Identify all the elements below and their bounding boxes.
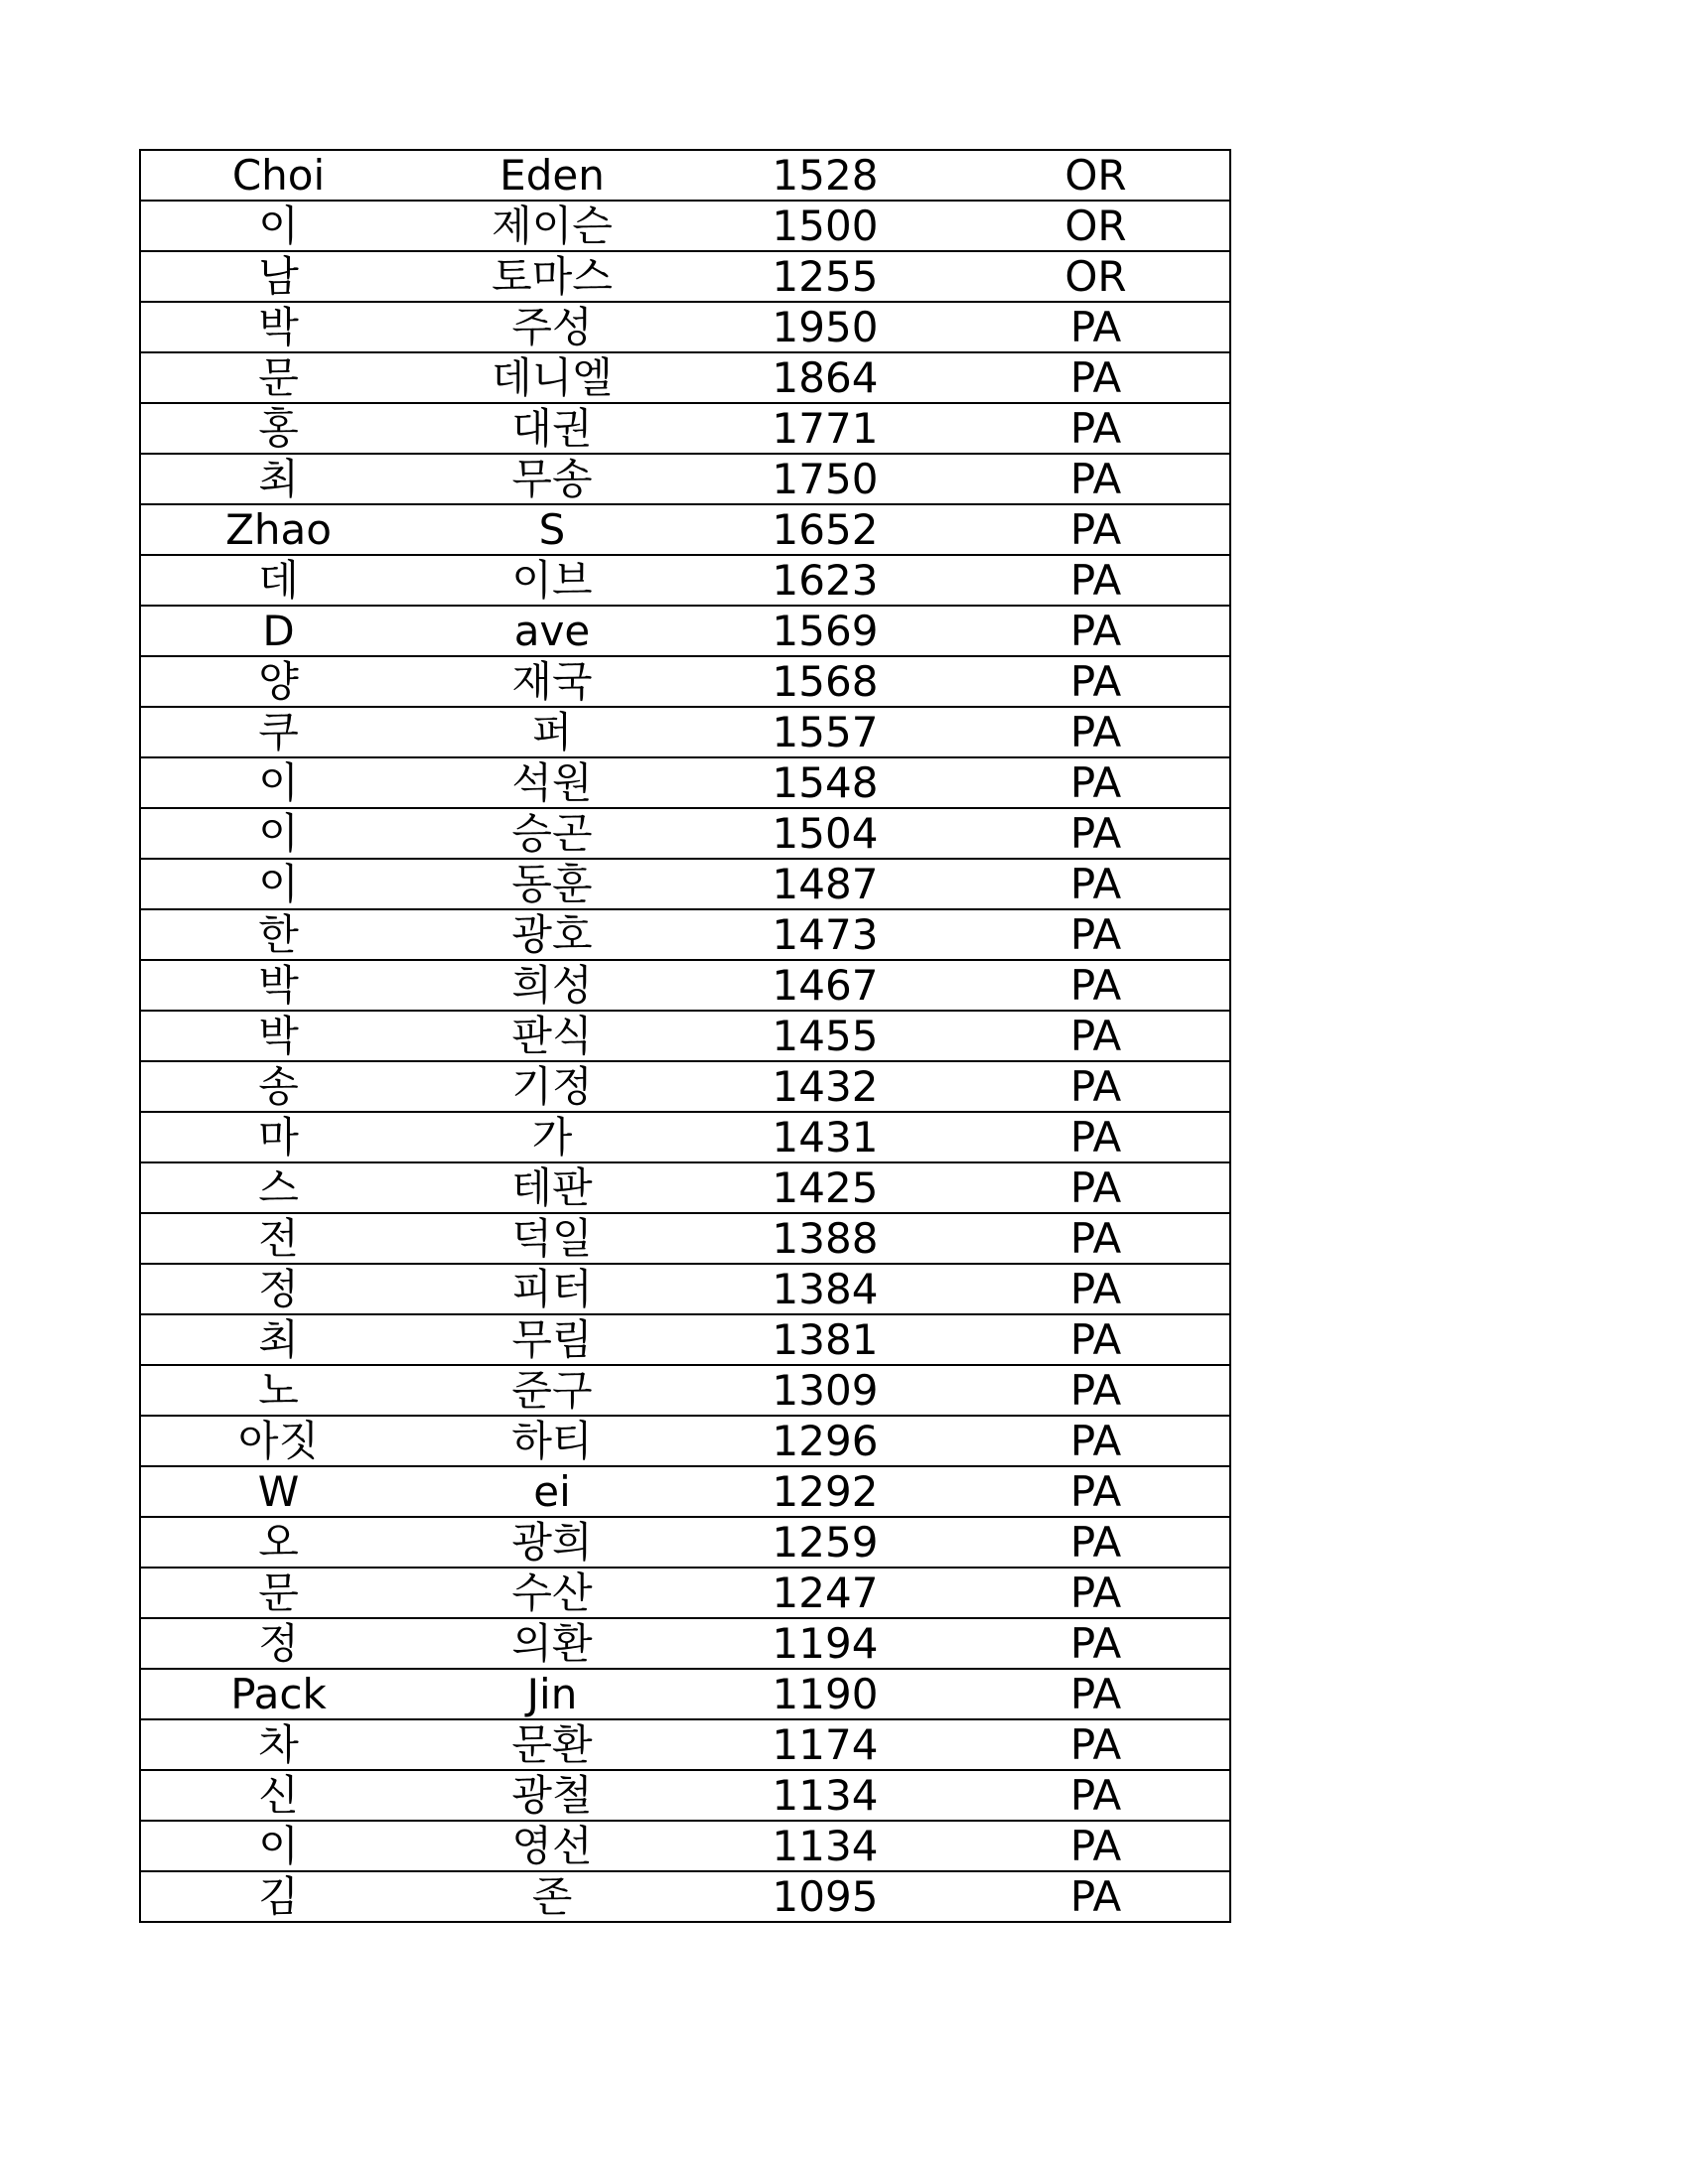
last-name-cell: 김 (140, 1871, 416, 1922)
rating-cell: 1950 (688, 302, 962, 352)
first-name-cell: 피터 (416, 1264, 688, 1314)
first-name-cell: 무송 (416, 454, 688, 504)
roster-table (139, 149, 1231, 1923)
state-cell: OR (962, 150, 1230, 201)
last-name-cell: Zhao (140, 504, 416, 555)
last-name-cell: 스 (140, 1162, 416, 1213)
first-name-cell: 동훈 (416, 859, 688, 909)
table-row (140, 1061, 1230, 1112)
state-cell: PA (962, 1821, 1230, 1871)
state-cell: PA (962, 859, 1230, 909)
rating-cell: 1255 (688, 251, 962, 302)
table-row (140, 1213, 1230, 1264)
rating-cell: 1194 (688, 1618, 962, 1669)
table-row (140, 1517, 1230, 1568)
table-row (140, 1770, 1230, 1821)
first-name-cell: 이브 (416, 555, 688, 606)
rating-cell: 1623 (688, 555, 962, 606)
state-cell: PA (962, 1365, 1230, 1416)
state-cell: PA (962, 707, 1230, 757)
first-name-cell: 제이슨 (416, 201, 688, 251)
first-name-cell: 대권 (416, 403, 688, 454)
rating-cell: 1384 (688, 1264, 962, 1314)
rating-cell: 1309 (688, 1365, 962, 1416)
last-name-cell: 아짓 (140, 1416, 416, 1466)
roster-table-body (140, 150, 1230, 1922)
first-name-cell: 테판 (416, 1162, 688, 1213)
first-name-cell: 하티 (416, 1416, 688, 1466)
last-name-cell: Choi (140, 150, 416, 201)
last-name-cell: 이 (140, 859, 416, 909)
last-name-cell: 박 (140, 1011, 416, 1061)
table-row (140, 555, 1230, 606)
first-name-cell: 광희 (416, 1517, 688, 1568)
last-name-cell: 문 (140, 352, 416, 403)
first-name-cell: 수산 (416, 1568, 688, 1618)
table-row (140, 1669, 1230, 1719)
state-cell: PA (962, 656, 1230, 707)
first-name-cell: 주성 (416, 302, 688, 352)
first-name-cell: 퍼 (416, 707, 688, 757)
last-name-cell: Pack (140, 1669, 416, 1719)
state-cell: PA (962, 1669, 1230, 1719)
rating-cell: 1569 (688, 606, 962, 656)
rating-cell: 1504 (688, 808, 962, 859)
rating-cell: 1432 (688, 1061, 962, 1112)
state-cell: PA (962, 1314, 1230, 1365)
last-name-cell: 이 (140, 757, 416, 808)
first-name-cell: 희성 (416, 960, 688, 1011)
table-row (140, 1162, 1230, 1213)
rating-cell: 1292 (688, 1466, 962, 1517)
state-cell: PA (962, 1061, 1230, 1112)
rating-cell: 1381 (688, 1314, 962, 1365)
last-name-cell: 정 (140, 1264, 416, 1314)
table-row (140, 909, 1230, 960)
last-name-cell: D (140, 606, 416, 656)
first-name-cell: S (416, 504, 688, 555)
first-name-cell: 문환 (416, 1719, 688, 1770)
first-name-cell: 덕일 (416, 1213, 688, 1264)
state-cell: PA (962, 352, 1230, 403)
table-row (140, 656, 1230, 707)
last-name-cell: 이 (140, 808, 416, 859)
first-name-cell: 영선 (416, 1821, 688, 1871)
table-row (140, 150, 1230, 201)
first-name-cell: 광호 (416, 909, 688, 960)
last-name-cell: 노 (140, 1365, 416, 1416)
table-row (140, 201, 1230, 251)
last-name-cell: 양 (140, 656, 416, 707)
rating-cell: 1568 (688, 656, 962, 707)
first-name-cell: ave (416, 606, 688, 656)
state-cell: PA (962, 555, 1230, 606)
last-name-cell: 한 (140, 909, 416, 960)
state-cell: PA (962, 1517, 1230, 1568)
first-name-cell: 존 (416, 1871, 688, 1922)
table-row (140, 504, 1230, 555)
table-row (140, 1365, 1230, 1416)
rating-cell: 1095 (688, 1871, 962, 1922)
last-name-cell: 송 (140, 1061, 416, 1112)
last-name-cell: 이 (140, 1821, 416, 1871)
first-name-cell: 데니엘 (416, 352, 688, 403)
table-row (140, 1466, 1230, 1517)
first-name-cell: 석원 (416, 757, 688, 808)
rating-cell: 1431 (688, 1112, 962, 1162)
last-name-cell: 홍 (140, 403, 416, 454)
state-cell: PA (962, 1162, 1230, 1213)
rating-cell: 1388 (688, 1213, 962, 1264)
state-cell: PA (962, 909, 1230, 960)
last-name-cell: 정 (140, 1618, 416, 1669)
roster-sheet (139, 149, 1229, 1923)
rating-cell: 1455 (688, 1011, 962, 1061)
table-row (140, 1314, 1230, 1365)
first-name-cell: 기정 (416, 1061, 688, 1112)
state-cell: PA (962, 1213, 1230, 1264)
state-cell: PA (962, 1618, 1230, 1669)
rating-cell: 1652 (688, 504, 962, 555)
state-cell: PA (962, 454, 1230, 504)
last-name-cell: 남 (140, 251, 416, 302)
first-name-cell: 의환 (416, 1618, 688, 1669)
table-row (140, 859, 1230, 909)
rating-cell: 1528 (688, 150, 962, 201)
rating-cell: 1500 (688, 201, 962, 251)
state-cell: PA (962, 1264, 1230, 1314)
state-cell: PA (962, 504, 1230, 555)
rating-cell: 1296 (688, 1416, 962, 1466)
table-row (140, 403, 1230, 454)
table-row (140, 1871, 1230, 1922)
rating-cell: 1425 (688, 1162, 962, 1213)
last-name-cell: 데 (140, 555, 416, 606)
table-row (140, 960, 1230, 1011)
first-name-cell: 판식 (416, 1011, 688, 1061)
rating-cell: 1473 (688, 909, 962, 960)
state-cell: PA (962, 1011, 1230, 1061)
last-name-cell: W (140, 1466, 416, 1517)
rating-cell: 1487 (688, 859, 962, 909)
last-name-cell: 최 (140, 454, 416, 504)
first-name-cell: 무림 (416, 1314, 688, 1365)
table-row (140, 454, 1230, 504)
rating-cell: 1190 (688, 1669, 962, 1719)
table-row (140, 352, 1230, 403)
last-name-cell: 차 (140, 1719, 416, 1770)
table-row (140, 757, 1230, 808)
table-row (140, 1416, 1230, 1466)
last-name-cell: 신 (140, 1770, 416, 1821)
table-row (140, 1821, 1230, 1871)
state-cell: PA (962, 960, 1230, 1011)
rating-cell: 1467 (688, 960, 962, 1011)
last-name-cell: 전 (140, 1213, 416, 1264)
first-name-cell: 승곤 (416, 808, 688, 859)
rating-cell: 1548 (688, 757, 962, 808)
table-row (140, 707, 1230, 757)
state-cell: PA (962, 808, 1230, 859)
last-name-cell: 마 (140, 1112, 416, 1162)
last-name-cell: 쿠 (140, 707, 416, 757)
last-name-cell: 박 (140, 302, 416, 352)
last-name-cell: 최 (140, 1314, 416, 1365)
state-cell: OR (962, 251, 1230, 302)
state-cell: PA (962, 1871, 1230, 1922)
last-name-cell: 이 (140, 201, 416, 251)
table-row (140, 1719, 1230, 1770)
last-name-cell: 오 (140, 1517, 416, 1568)
rating-cell: 1750 (688, 454, 962, 504)
last-name-cell: 박 (140, 960, 416, 1011)
first-name-cell: Eden (416, 150, 688, 201)
state-cell: PA (962, 1416, 1230, 1466)
first-name-cell: Jin (416, 1669, 688, 1719)
table-row (140, 606, 1230, 656)
first-name-cell: ei (416, 1466, 688, 1517)
table-row (140, 1618, 1230, 1669)
table-row (140, 1568, 1230, 1618)
state-cell: PA (962, 1112, 1230, 1162)
state-cell: OR (962, 201, 1230, 251)
state-cell: PA (962, 1770, 1230, 1821)
rating-cell: 1864 (688, 352, 962, 403)
last-name-cell: 문 (140, 1568, 416, 1618)
state-cell: PA (962, 403, 1230, 454)
first-name-cell: 준구 (416, 1365, 688, 1416)
table-row (140, 808, 1230, 859)
state-cell: PA (962, 757, 1230, 808)
rating-cell: 1771 (688, 403, 962, 454)
rating-cell: 1557 (688, 707, 962, 757)
rating-cell: 1259 (688, 1517, 962, 1568)
state-cell: PA (962, 606, 1230, 656)
state-cell: PA (962, 1568, 1230, 1618)
state-cell: PA (962, 1466, 1230, 1517)
table-row (140, 1112, 1230, 1162)
rating-cell: 1247 (688, 1568, 962, 1618)
table-row (140, 302, 1230, 352)
first-name-cell: 가 (416, 1112, 688, 1162)
first-name-cell: 토마스 (416, 251, 688, 302)
first-name-cell: 재국 (416, 656, 688, 707)
table-row (140, 1011, 1230, 1061)
state-cell: PA (962, 302, 1230, 352)
table-row (140, 1264, 1230, 1314)
state-cell: PA (962, 1719, 1230, 1770)
rating-cell: 1174 (688, 1719, 962, 1770)
rating-cell: 1134 (688, 1821, 962, 1871)
first-name-cell: 광철 (416, 1770, 688, 1821)
rating-cell: 1134 (688, 1770, 962, 1821)
table-row (140, 251, 1230, 302)
